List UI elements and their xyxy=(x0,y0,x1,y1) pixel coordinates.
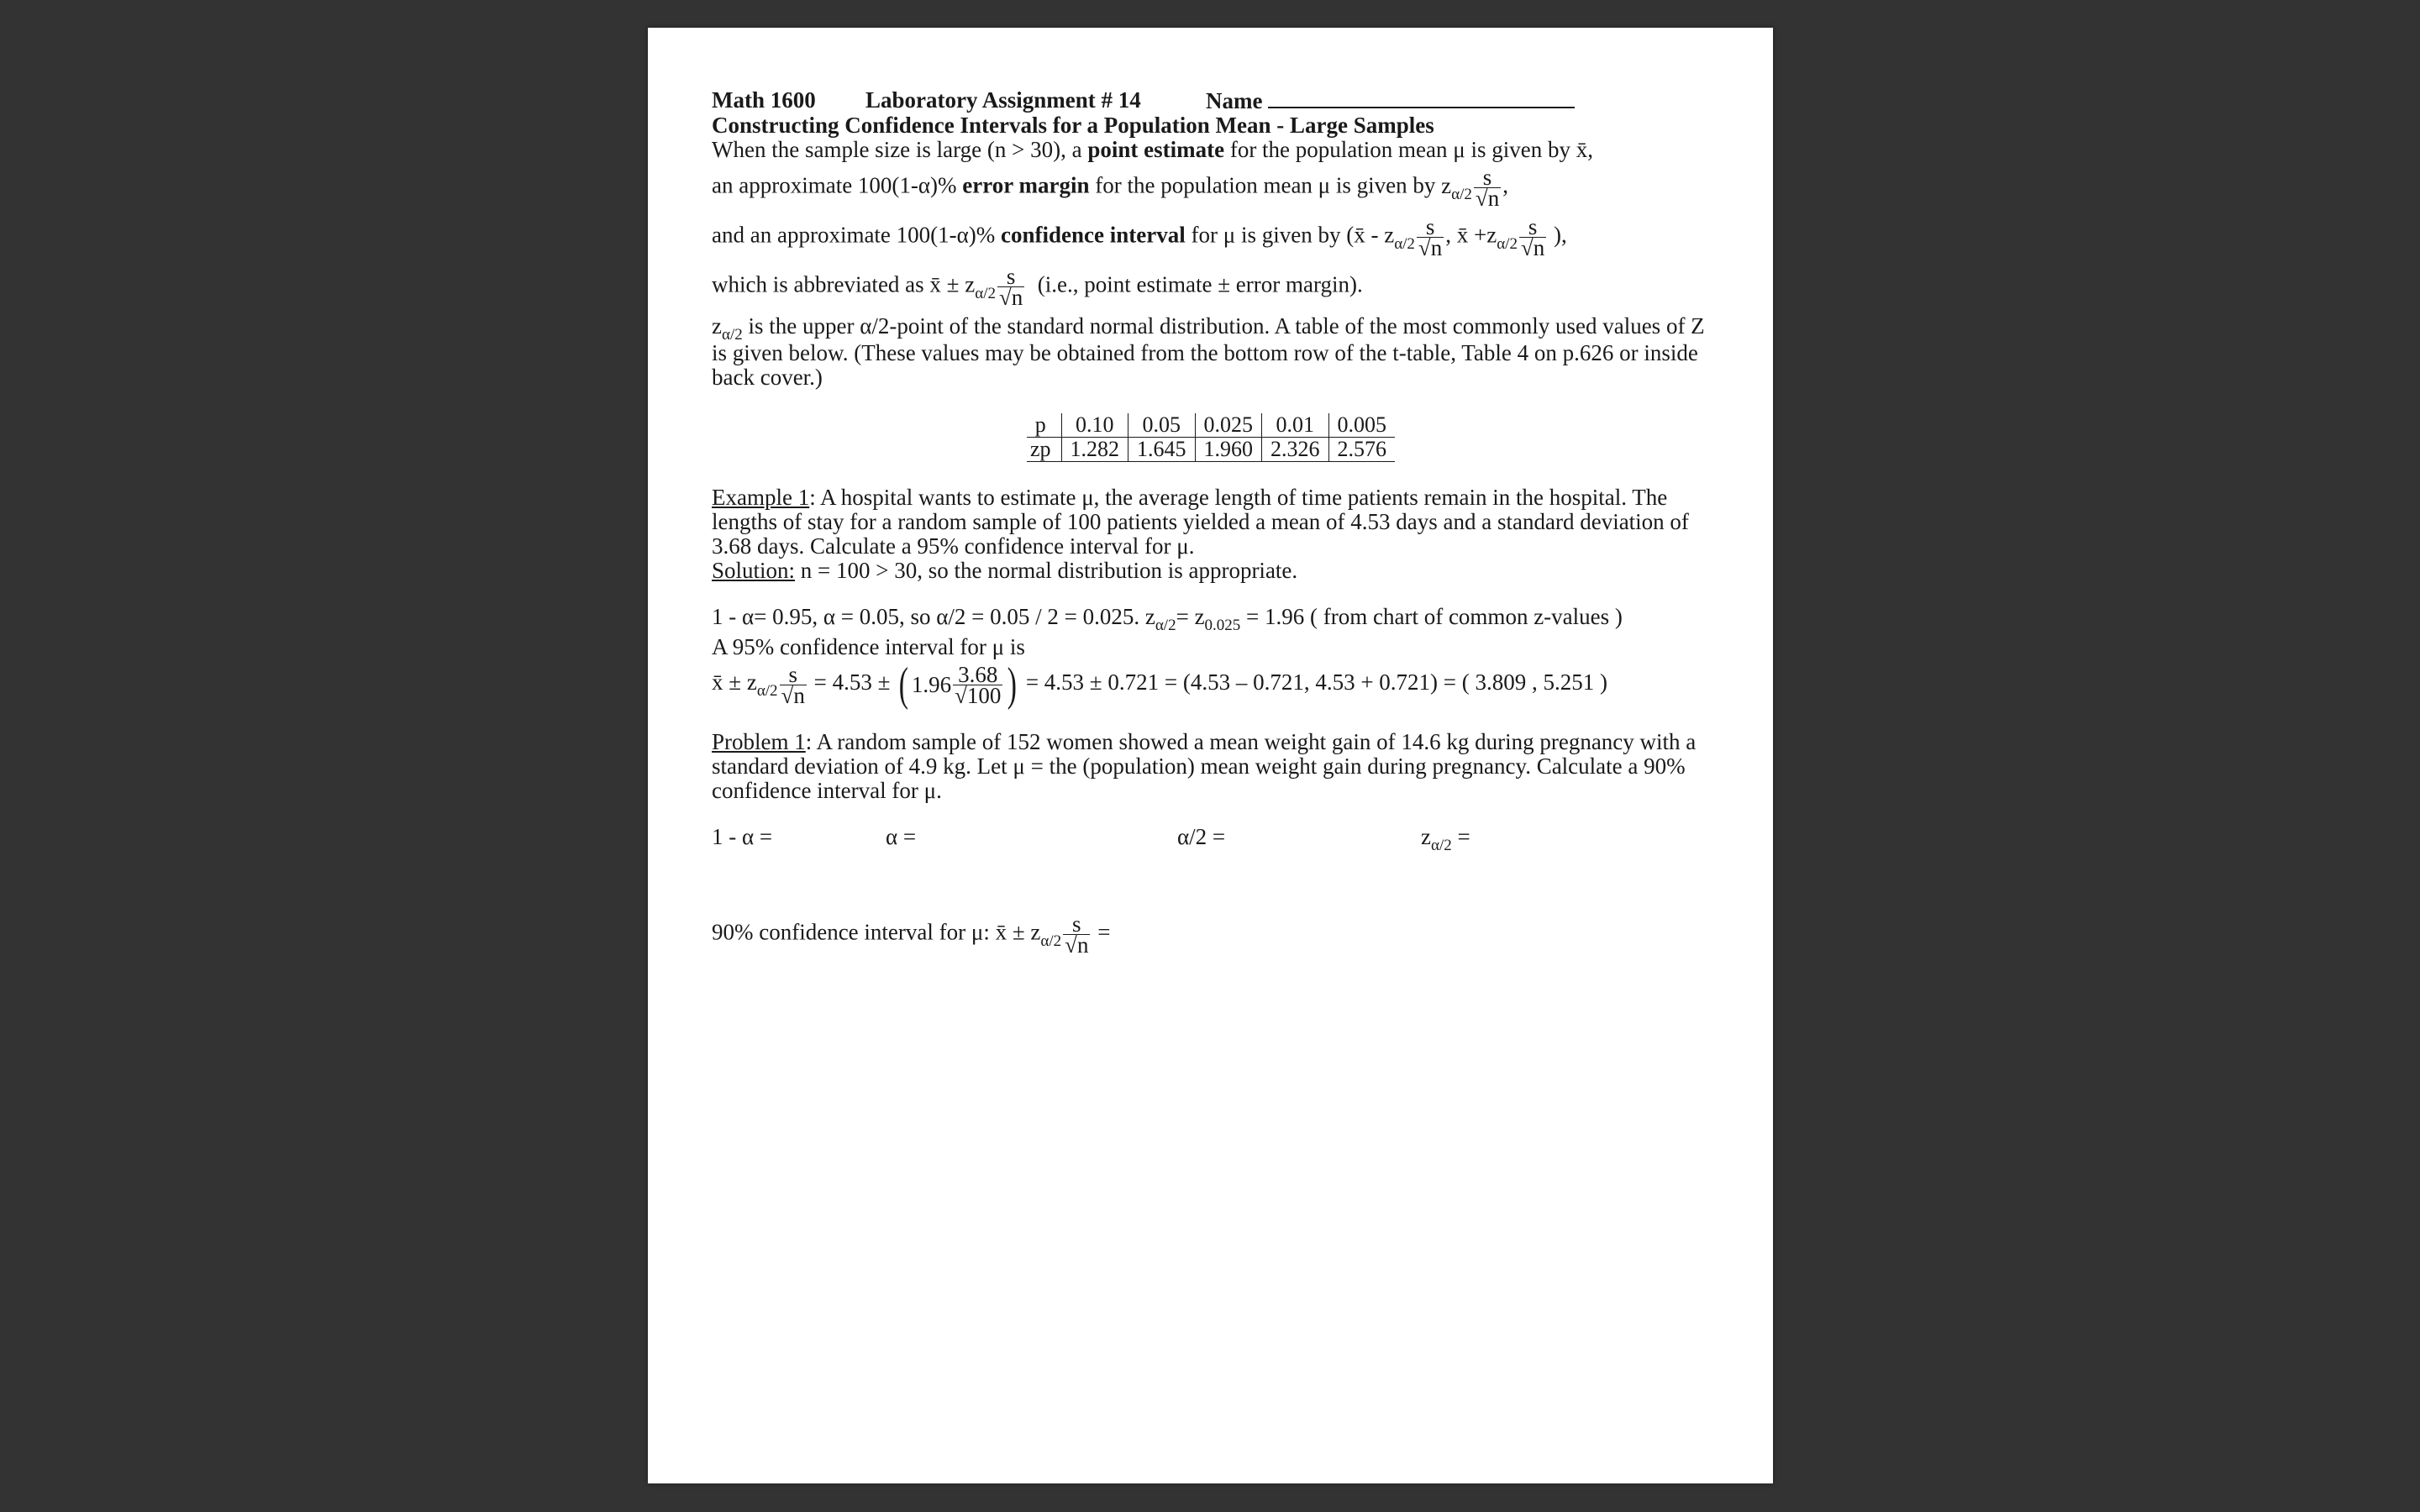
numerator: s xyxy=(1528,214,1538,239)
calc-paren-group xyxy=(896,659,1020,711)
fill-alpha: α = xyxy=(886,824,917,849)
example-text: : A hospital wants to estimate μ, the average length of time patients remain in the hospital. The lengths of stay for a random sample of 100 patients yielded a mean of 4.53 days and a standard deviation of 3.68 days. Calculate a 95% confidence interval for μ. xyxy=(712,485,1689,559)
z-table xyxy=(1027,413,1395,462)
s-over-sqrt-n xyxy=(997,264,1024,310)
xbar-symbol: x̄ xyxy=(929,271,941,297)
equals: = xyxy=(1097,919,1111,945)
term-point-estimate: point estimate xyxy=(1087,137,1225,162)
example-label: Example 1 xyxy=(712,485,810,510)
name-blank xyxy=(1268,88,1575,108)
equals: = xyxy=(1457,824,1470,849)
term-confidence-interval: confidence interval xyxy=(1001,222,1186,248)
intro-line-3 xyxy=(712,214,1712,260)
calc-fraction xyxy=(953,661,1002,708)
alpha2-subscript: α/2 xyxy=(1497,234,1518,253)
name-label: Name xyxy=(1206,88,1263,113)
fill-alpha-half: α/2 = xyxy=(1177,824,1226,849)
s-over-sqrt-n xyxy=(1519,214,1546,260)
alpha2-subscript: α/2 xyxy=(1430,837,1452,854)
z-symbol: z xyxy=(1421,824,1431,849)
alpha2-subscript: α/2 xyxy=(756,682,778,701)
comma: , xyxy=(1587,137,1593,162)
alpha2-subscript: α/2 xyxy=(1451,185,1472,203)
denominator: √100 xyxy=(955,682,1002,708)
row-label-zp: zp xyxy=(1027,438,1061,462)
z-symbol: z xyxy=(1486,222,1497,248)
alpha2-subscript: α/2 xyxy=(1040,932,1062,950)
paren: ( xyxy=(1346,222,1355,248)
z-symbol: z xyxy=(1194,604,1205,629)
z-description-text: is the upper α/2-point of the standard normal distribution. A table of the most commonly used values of Z is given below. (These values may be obtained from the bottom row of the t-table, Table 4 on p.626 or inside back cover.) xyxy=(712,313,1705,390)
denominator: √n xyxy=(1065,932,1089,958)
solution-label: Solution: xyxy=(712,558,796,583)
plus: + xyxy=(1474,222,1487,248)
document-title: Constructing Confidence Intervals for a Population Mean - Large Samples xyxy=(712,113,1434,138)
z-alpha2 xyxy=(1441,172,1472,203)
intro-line-4 xyxy=(712,264,1712,310)
plus-minus: ± xyxy=(946,271,960,297)
z-symbol: z xyxy=(1144,604,1155,629)
table-row xyxy=(1027,438,1395,462)
intro-text: for the population mean μ is given by xyxy=(1089,172,1442,198)
s-over-sqrt-n xyxy=(1474,165,1501,211)
xbar-symbol: x̄ xyxy=(1576,137,1588,162)
ci-label: 90% confidence interval for μ: xyxy=(712,919,996,945)
solution-line xyxy=(712,559,1712,583)
table-row xyxy=(1027,413,1395,438)
s-over-sqrt-n xyxy=(1063,911,1090,958)
document-page xyxy=(648,28,1773,1483)
fill-one-minus-alpha: 1 - α = xyxy=(712,824,773,849)
intro-text: which is abbreviated as xyxy=(712,271,930,297)
numerator: s xyxy=(788,661,797,687)
spacer xyxy=(712,583,1712,605)
assignment-title: Laboratory Assignment # 14 xyxy=(865,87,1141,113)
denominator: √n xyxy=(1520,235,1545,260)
problem-text: : A random sample of 152 women showed a mean weight gain of 14.6 kg during pregnancy with a standard deviation of 4.9 kg. Let μ = the (population) mean weight gain during pregnancy. Calculate a 90% confidence interval for μ. xyxy=(712,729,1697,803)
problem-label: Problem 1 xyxy=(712,729,806,754)
right-paren: ) xyxy=(1007,659,1018,711)
course-code: Math 1600 xyxy=(712,87,816,113)
s-over-sqrt-n xyxy=(1417,214,1444,260)
z-symbol: z xyxy=(1384,222,1395,248)
denominator: √n xyxy=(998,285,1023,310)
p-cell: 0.025 xyxy=(1195,413,1262,438)
intro-line-2 xyxy=(712,165,1712,211)
alpha2-subscript: α/2 xyxy=(721,326,743,344)
numerator: s xyxy=(1482,165,1492,190)
calc-text: = 4.53 ± xyxy=(813,669,891,696)
fill-z-alpha-half xyxy=(1421,825,1470,852)
numerator: s xyxy=(1072,911,1081,937)
z-symbol: z xyxy=(712,313,722,339)
z-cell: 1.282 xyxy=(1061,438,1128,462)
ci-calculation xyxy=(712,659,1712,711)
alpha2-subscript: α/2 xyxy=(1394,234,1415,253)
term-error-margin: error margin xyxy=(962,172,1090,198)
row-label-p: p xyxy=(1027,413,1061,438)
z-cell: 1.645 xyxy=(1128,438,1196,462)
denominator: √n xyxy=(1475,186,1500,211)
numerator: s xyxy=(1006,264,1016,289)
calc-result: = 4.53 ± 0.721 = (4.53 – 0.721, 4.53 + 0.721) = ( 3.809 , 5.251 ) xyxy=(1025,669,1608,696)
xbar-symbol: x̄ xyxy=(712,669,723,696)
s-over-sqrt-n xyxy=(780,661,807,708)
comma: , xyxy=(1502,172,1508,198)
numerator: s xyxy=(1425,214,1435,239)
p-cell: 0.05 xyxy=(1128,413,1196,438)
comma: , xyxy=(1445,222,1451,248)
problem-ci-line xyxy=(712,911,1712,958)
intro-text: an approximate 100(1-α)% xyxy=(712,172,963,198)
intro-text: (i.e., point estimate ± error margin). xyxy=(1037,271,1363,297)
p-cell: 0.01 xyxy=(1262,413,1329,438)
spacer xyxy=(712,708,1712,730)
z-symbol: z xyxy=(965,271,976,297)
alpha-text: 1 - α= 0.95, α = 0.05, so α/2 = 0.05 / 2 = 0.025. xyxy=(712,604,1145,629)
z-symbol: z xyxy=(1441,172,1452,198)
p-cell: 0.10 xyxy=(1061,413,1128,438)
z-cell: 1.960 xyxy=(1195,438,1262,462)
problem-1 xyxy=(712,730,1712,803)
document-content xyxy=(712,87,1712,958)
p-cell: 0.005 xyxy=(1328,413,1395,438)
paren: ), xyxy=(1554,222,1567,248)
alpha-text: = 1.96 ( from chart of common z-values ) xyxy=(1240,604,1623,629)
equals: = xyxy=(1176,604,1195,629)
z-symbol: z xyxy=(1030,919,1041,945)
denominator: √n xyxy=(781,682,805,708)
minus: - xyxy=(1370,222,1379,248)
xbar-symbol: x̄ xyxy=(1354,222,1365,248)
calc-z: 1.96 xyxy=(911,671,952,697)
plus-minus: ± xyxy=(1012,919,1025,945)
xbar-symbol: x̄ xyxy=(995,919,1007,945)
z-symbol: z xyxy=(746,669,757,696)
intro-text: When the sample size is large (n > 30), a xyxy=(712,137,1088,162)
xbar-symbol: x̄ xyxy=(1456,222,1469,248)
intro-text: and an approximate 100(1-α)% xyxy=(712,222,1002,248)
intro-line-1 xyxy=(712,138,1712,162)
fill-in-row xyxy=(712,825,1712,852)
left-paren: ( xyxy=(898,659,909,711)
example-1 xyxy=(712,486,1712,559)
denominator: √n xyxy=(1418,235,1443,260)
alpha2-subscript: α/2 xyxy=(1155,617,1176,634)
z-cell: 2.326 xyxy=(1262,438,1329,462)
header-line xyxy=(712,88,1712,113)
ci-intro: A 95% confidence interval for μ is xyxy=(712,634,1025,659)
solution-text: n = 100 > 30, so the normal distribution is appropriate. xyxy=(795,558,1298,583)
alpha-line xyxy=(712,605,1712,632)
intro-text: for μ is given by xyxy=(1185,222,1347,248)
z-subscript-value: 0.025 xyxy=(1204,617,1241,634)
alpha2-subscript: α/2 xyxy=(975,284,996,302)
plus-minus: ± xyxy=(729,669,742,696)
z-cell: 2.576 xyxy=(1328,438,1395,462)
numerator: 3.68 xyxy=(958,661,998,687)
name-field xyxy=(1206,88,1575,113)
z-description xyxy=(712,314,1712,390)
intro-text: for the population mean μ is given by xyxy=(1224,137,1576,162)
